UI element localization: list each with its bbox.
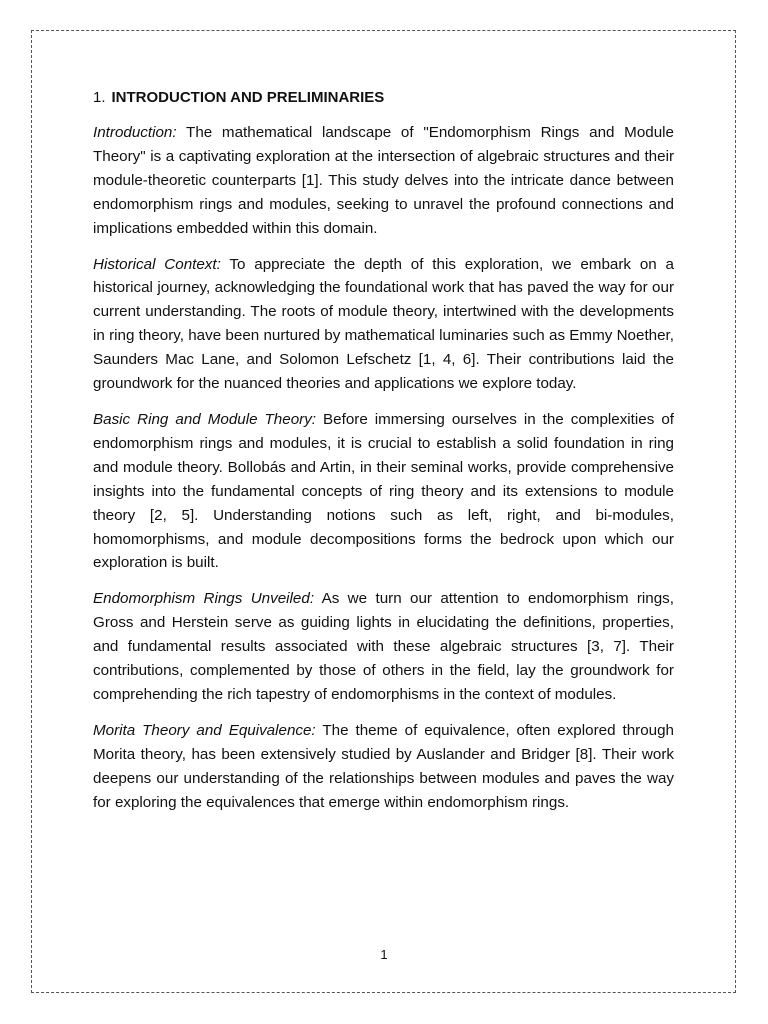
- section-number: 1.: [93, 89, 106, 106]
- paragraph-text: To appreciate the depth of this exploration, we embark on a historical journey, acknowledging the foundational work that has paved the way for our current understanding. The roots of module theory, intertwined with the developments in ring theory, have been nurtured by mathematical luminaries such as Emmy Noether, Saunders Mac Lane, and Solomon Lefschetz [1, 4, 6]. Their contributions laid the groundwork for the nuanced theories and applications we explore today.: [93, 255, 674, 393]
- paragraph-lead: Historical Context:: [93, 255, 221, 273]
- paragraph-morita-theory: [93, 719, 674, 815]
- paragraph-historical-context: [93, 253, 674, 396]
- paragraph-endomorphism-rings: [93, 587, 674, 707]
- paragraph-lead: Basic Ring and Module Theory:: [93, 410, 317, 428]
- section-heading: [93, 86, 674, 110]
- document-body: [93, 86, 674, 826]
- paragraph-lead: Morita Theory and Equivalence:: [93, 721, 316, 739]
- paragraph-text: Before immersing ourselves in the complexities of endomorphism rings and modules, it is crucial to establish a solid foundation in ring and module theory. Bollobás and Artin, in their seminal works, provide comprehensive insights into the fundamental concepts of ring theory and its extensions to module theory [2, 5]. Understanding notions such as left, right, and bi-modules, homomorphisms, and module decompositions forms the bedrock upon which our exploration is built.: [93, 410, 674, 572]
- paragraph-introduction: [93, 121, 674, 241]
- paragraph-text: As we turn our attention to endomorphism rings, Gross and Herstein serve as guiding lights in elucidating the definitions, properties, and fundamental results associated with these algebraic structures [3, 7]. Their contributions, complemented by those of others in the field, lay the groundwork for comprehending the rich tapestry of endomorphisms in the context of modules.: [93, 590, 674, 703]
- paragraph-text: The mathematical landscape of "Endomorphism Rings and Module Theory" is a captivating exploration at the intersection of algebraic structures and their module-theoretic counterparts [1]. This study delves into the intricate dance between endomorphism rings and modules, seeking to unravel the profound connections and implications embedded within this domain.: [93, 124, 674, 237]
- section-title: INTRODUCTION AND PRELIMINARIES: [111, 89, 385, 106]
- page-number: 1: [380, 947, 388, 962]
- paragraph-basic-ring-module-theory: [93, 408, 674, 575]
- paragraph-lead: Endomorphism Rings Unveiled:: [93, 590, 315, 608]
- paragraph-lead: Introduction:: [93, 124, 177, 141]
- paragraph-text: The theme of equivalence, often explored through Morita theory, has been extensively studied by Auslander and Bridger [8]. Their work deepens our understanding of the relationships between modules and paves the way for exploring the equivalences that emerge within endomorphism rings.: [93, 721, 674, 811]
